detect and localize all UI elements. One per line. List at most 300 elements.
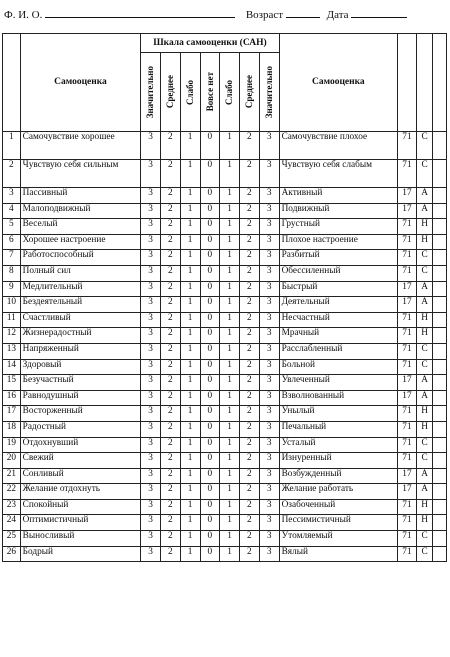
scale-score-cell[interactable]: 2: [240, 160, 260, 188]
scale-score-cell[interactable]: 3: [259, 468, 279, 484]
category-letter: А: [416, 375, 433, 391]
row-number: 7: [3, 250, 21, 266]
scale-score-cell[interactable]: 1: [220, 312, 240, 328]
scale-score-cell[interactable]: 3: [141, 234, 161, 250]
table-row: [3, 453, 447, 469]
scale-score-cell[interactable]: 2: [240, 421, 260, 437]
scale-score-cell[interactable]: 2: [161, 328, 181, 344]
name-field[interactable]: [45, 7, 235, 18]
scale-score-cell[interactable]: 3: [259, 421, 279, 437]
row-number: 22: [3, 484, 21, 500]
scale-score-cell[interactable]: 1: [180, 160, 200, 188]
scale-score-cell[interactable]: 3: [259, 390, 279, 406]
scale-score-cell[interactable]: 2: [240, 453, 260, 469]
right-trait: Печальный: [279, 421, 398, 437]
scale-score-cell[interactable]: 1: [180, 484, 200, 500]
scoring-code: 71: [398, 265, 417, 281]
scale-score-cell[interactable]: 3: [259, 281, 279, 297]
scale-score-cell[interactable]: 2: [240, 531, 260, 547]
right-trait: Разбитый: [279, 250, 398, 266]
scale-score-cell[interactable]: 3: [259, 406, 279, 422]
scale-score-cell[interactable]: 2: [161, 359, 181, 375]
scale-score-cell[interactable]: 0: [200, 546, 220, 562]
scale-score-cell[interactable]: 1: [220, 160, 240, 188]
scale-score-cell[interactable]: 1: [180, 499, 200, 515]
scoring-code: 71: [398, 406, 417, 422]
blank-cell: [433, 546, 447, 562]
blank-header-cell: [433, 34, 447, 132]
scale-score-cell[interactable]: 1: [180, 265, 200, 281]
scale-score-cell[interactable]: 2: [161, 499, 181, 515]
table-row: [3, 160, 447, 188]
table-row: [3, 203, 447, 219]
scale-score-cell[interactable]: 1: [180, 546, 200, 562]
scale-score-cell[interactable]: 2: [161, 390, 181, 406]
scale-score-cell[interactable]: 1: [220, 359, 240, 375]
left-trait: Полный сил: [20, 265, 141, 281]
scale-score-cell[interactable]: 3: [259, 328, 279, 344]
scale-score-cell[interactable]: 2: [240, 328, 260, 344]
row-number: 24: [3, 515, 21, 531]
right-trait: Больной: [279, 359, 398, 375]
scale-score-cell[interactable]: 3: [259, 219, 279, 235]
row-number: 25: [3, 531, 21, 547]
scale-score-cell[interactable]: 3: [259, 437, 279, 453]
scale-score-cell[interactable]: 3: [259, 234, 279, 250]
row-number: 18: [3, 421, 21, 437]
blank-cell: [433, 250, 447, 266]
scale-score-cell[interactable]: 2: [161, 515, 181, 531]
scale-score-cell[interactable]: 2: [161, 265, 181, 281]
scale-score-cell[interactable]: 3: [141, 297, 161, 313]
left-trait: Чувствую себя сильным: [20, 160, 141, 188]
scale-score-cell[interactable]: 1: [220, 515, 240, 531]
scale-score-cell[interactable]: 0: [200, 234, 220, 250]
scale-score-cell[interactable]: 2: [240, 297, 260, 313]
scale-score-cell[interactable]: 3: [141, 515, 161, 531]
scale-score-cell[interactable]: 2: [161, 234, 181, 250]
category-letter: С: [416, 160, 433, 188]
scale-score-cell[interactable]: 0: [200, 265, 220, 281]
scale-score-cell[interactable]: 2: [240, 546, 260, 562]
scale-score-cell[interactable]: 1: [180, 359, 200, 375]
scale-score-cell[interactable]: 1: [180, 188, 200, 204]
scale-score-cell[interactable]: 2: [240, 188, 260, 204]
scoring-code: 71: [398, 343, 417, 359]
scoring-code: 71: [398, 453, 417, 469]
scale-score-cell[interactable]: 1: [220, 406, 240, 422]
row-number: 11: [3, 312, 21, 328]
right-trait: Чувствую себя слабым: [279, 160, 398, 188]
scale-score-cell[interactable]: 1: [180, 531, 200, 547]
scale-score-cell[interactable]: 3: [141, 312, 161, 328]
scale-score-cell[interactable]: 0: [200, 359, 220, 375]
scale-score-cell[interactable]: 2: [161, 132, 181, 160]
table-row: [3, 312, 447, 328]
scale-score-cell[interactable]: 3: [259, 265, 279, 281]
scale-column-header: [161, 53, 181, 132]
scale-score-cell[interactable]: 2: [161, 281, 181, 297]
scale-score-cell[interactable]: 0: [200, 343, 220, 359]
category-letter: С: [416, 343, 433, 359]
scale-score-cell[interactable]: 0: [200, 406, 220, 422]
row-number: 19: [3, 437, 21, 453]
row-number: 6: [3, 234, 21, 250]
table-row: [3, 390, 447, 406]
scale-score-cell[interactable]: 2: [240, 515, 260, 531]
scale-score-cell[interactable]: 1: [220, 297, 240, 313]
scale-score-cell[interactable]: 3: [141, 188, 161, 204]
scoring-code: 17: [398, 203, 417, 219]
scale-score-cell[interactable]: 1: [220, 188, 240, 204]
scoring-code: 71: [398, 234, 417, 250]
scale-score-cell[interactable]: 1: [220, 531, 240, 547]
scale-score-cell[interactable]: 2: [161, 546, 181, 562]
table-row: [3, 421, 447, 437]
right-trait: Активный: [279, 188, 398, 204]
scale-score-cell[interactable]: 0: [200, 484, 220, 500]
scale-score-cell[interactable]: 0: [200, 453, 220, 469]
scale-score-cell[interactable]: 1: [220, 484, 240, 500]
scale-score-cell[interactable]: 1: [180, 132, 200, 160]
scale-score-cell[interactable]: 3: [141, 453, 161, 469]
scale-score-cell[interactable]: 3: [259, 359, 279, 375]
name-label: Ф. И. О.: [4, 9, 43, 21]
age-label: Возраст: [245, 9, 284, 21]
scale-score-cell[interactable]: 3: [141, 219, 161, 235]
scale-score-cell[interactable]: 3: [259, 515, 279, 531]
scale-score-cell[interactable]: 3: [141, 406, 161, 422]
scoring-code: 71: [398, 531, 417, 547]
scale-score-cell[interactable]: 2: [161, 375, 181, 391]
left-trait: Малоподвижный: [20, 203, 141, 219]
right-trait: Подвижный: [279, 203, 398, 219]
scale-score-cell[interactable]: 2: [161, 188, 181, 204]
scale-score-cell[interactable]: 0: [200, 375, 220, 391]
scale-score-cell[interactable]: 3: [141, 132, 161, 160]
scale-score-cell[interactable]: 1: [220, 265, 240, 281]
left-trait: Здоровый: [20, 359, 141, 375]
scale-score-cell[interactable]: 0: [200, 132, 220, 160]
scale-score-cell[interactable]: 3: [141, 359, 161, 375]
scoring-code: 71: [398, 250, 417, 266]
table-row: [3, 328, 447, 344]
scale-score-cell[interactable]: 3: [259, 250, 279, 266]
scale-score-cell[interactable]: 2: [161, 219, 181, 235]
scale-score-cell[interactable]: 3: [141, 499, 161, 515]
scale-score-cell[interactable]: 3: [141, 531, 161, 547]
scale-score-cell[interactable]: 2: [240, 312, 260, 328]
scale-score-cell[interactable]: 1: [180, 203, 200, 219]
category-letter: С: [416, 437, 433, 453]
category-letter: С: [416, 531, 433, 547]
category-letter: А: [416, 281, 433, 297]
scale-score-cell[interactable]: 3: [259, 312, 279, 328]
scale-score-cell[interactable]: 1: [220, 234, 240, 250]
scale-score-cell[interactable]: 1: [180, 515, 200, 531]
table-row: [3, 359, 447, 375]
scale-score-cell[interactable]: 2: [161, 203, 181, 219]
scale-score-cell[interactable]: 3: [141, 328, 161, 344]
right-trait: Мрачный: [279, 328, 398, 344]
scoring-code: 71: [398, 312, 417, 328]
category-letter: Н: [416, 312, 433, 328]
scale-score-cell[interactable]: 0: [200, 499, 220, 515]
scale-score-cell[interactable]: 2: [240, 468, 260, 484]
row-number: 16: [3, 390, 21, 406]
scale-score-cell[interactable]: 1: [220, 343, 240, 359]
left-trait: Свежий: [20, 453, 141, 469]
scale-score-cell[interactable]: 3: [141, 343, 161, 359]
scale-score-cell[interactable]: 3: [259, 297, 279, 313]
scale-score-cell[interactable]: 0: [200, 297, 220, 313]
scale-score-cell[interactable]: 0: [200, 468, 220, 484]
scale-score-cell[interactable]: 1: [180, 437, 200, 453]
blank-header-cell: [416, 34, 433, 132]
scale-score-cell[interactable]: 0: [200, 312, 220, 328]
blank-cell: [433, 188, 447, 204]
left-trait: Работоспособный: [20, 250, 141, 266]
blank-cell: [433, 484, 447, 500]
scale-score-cell[interactable]: 0: [200, 160, 220, 188]
left-trait: Бодрый: [20, 546, 141, 562]
blank-cell: [433, 281, 447, 297]
scale-score-cell[interactable]: 2: [161, 297, 181, 313]
scale-column-label: Среднее: [244, 75, 255, 109]
left-trait: Хорошее настроение: [20, 234, 141, 250]
scale-score-cell[interactable]: 1: [220, 219, 240, 235]
scale-score-cell[interactable]: 1: [220, 546, 240, 562]
scale-score-cell[interactable]: 3: [259, 343, 279, 359]
scale-score-cell[interactable]: 2: [240, 132, 260, 160]
scale-score-cell[interactable]: 0: [200, 188, 220, 204]
scale-score-cell[interactable]: 2: [161, 406, 181, 422]
scale-score-cell[interactable]: 2: [161, 453, 181, 469]
category-letter: С: [416, 250, 433, 266]
scale-score-cell[interactable]: 2: [240, 499, 260, 515]
date-field[interactable]: [351, 7, 407, 18]
scale-score-cell[interactable]: 2: [240, 203, 260, 219]
scale-score-cell[interactable]: 1: [220, 132, 240, 160]
scale-score-cell[interactable]: 3: [141, 484, 161, 500]
scale-score-cell[interactable]: 3: [141, 468, 161, 484]
blank-cell: [433, 265, 447, 281]
scale-score-cell[interactable]: 3: [259, 188, 279, 204]
scale-score-cell[interactable]: 0: [200, 437, 220, 453]
category-letter: Н: [416, 234, 433, 250]
scale-score-cell[interactable]: 1: [180, 343, 200, 359]
right-self-assessment-header: Самооценка: [279, 34, 398, 132]
left-trait: Пассивный: [20, 188, 141, 204]
scale-score-cell[interactable]: 1: [180, 297, 200, 313]
row-number: 4: [3, 203, 21, 219]
scale-score-cell[interactable]: 1: [180, 281, 200, 297]
scale-score-cell[interactable]: 3: [259, 132, 279, 160]
scale-score-cell[interactable]: 0: [200, 421, 220, 437]
scale-score-cell[interactable]: 1: [180, 219, 200, 235]
scale-score-cell[interactable]: 3: [259, 484, 279, 500]
scale-column-label: Значительно: [145, 65, 156, 119]
scale-score-cell[interactable]: 2: [161, 421, 181, 437]
scale-column-header: [259, 53, 279, 132]
left-trait: Сонливый: [20, 468, 141, 484]
scale-score-cell[interactable]: 3: [141, 265, 161, 281]
scale-score-cell[interactable]: 1: [220, 281, 240, 297]
scale-score-cell[interactable]: 3: [141, 160, 161, 188]
scale-score-cell[interactable]: 1: [220, 437, 240, 453]
scale-score-cell[interactable]: 3: [141, 390, 161, 406]
scale-score-cell[interactable]: 1: [180, 406, 200, 422]
scale-column-label: Слабо: [184, 79, 195, 105]
category-letter: Н: [416, 499, 433, 515]
table-row: [3, 343, 447, 359]
scale-score-cell[interactable]: 3: [141, 203, 161, 219]
blank-cell: [433, 437, 447, 453]
scoring-code: 17: [398, 484, 417, 500]
table-row: [3, 297, 447, 313]
scale-score-cell[interactable]: 2: [161, 160, 181, 188]
scale-score-cell[interactable]: 1: [180, 390, 200, 406]
right-trait: Самочувствие плохое: [279, 132, 398, 160]
scale-score-cell[interactable]: 1: [220, 250, 240, 266]
scale-score-cell[interactable]: 2: [161, 312, 181, 328]
scale-score-cell[interactable]: 3: [141, 250, 161, 266]
scale-score-cell[interactable]: 2: [161, 531, 181, 547]
scale-score-cell[interactable]: 1: [180, 421, 200, 437]
scoring-code: 17: [398, 468, 417, 484]
scale-score-cell[interactable]: 2: [240, 359, 260, 375]
scale-score-cell[interactable]: 0: [200, 515, 220, 531]
right-trait: Деятельный: [279, 297, 398, 313]
right-trait: Обессиленный: [279, 265, 398, 281]
scale-column-header: [200, 53, 220, 132]
scale-score-cell[interactable]: 1: [180, 234, 200, 250]
scale-score-cell[interactable]: 2: [161, 484, 181, 500]
row-number: 1: [3, 132, 21, 160]
row-number: 3: [3, 188, 21, 204]
scale-score-cell[interactable]: 2: [161, 468, 181, 484]
scale-score-cell[interactable]: 2: [240, 281, 260, 297]
table-row: [3, 219, 447, 235]
date-label: Дата: [326, 9, 349, 21]
right-trait: Озабоченный: [279, 499, 398, 515]
category-letter: С: [416, 453, 433, 469]
scale-score-cell[interactable]: 1: [180, 375, 200, 391]
scale-score-cell[interactable]: 3: [141, 546, 161, 562]
left-trait: Бездеятельный: [20, 297, 141, 313]
scale-score-cell[interactable]: 1: [220, 375, 240, 391]
scale-score-cell[interactable]: 1: [220, 453, 240, 469]
category-letter: С: [416, 359, 433, 375]
table-row: [3, 188, 447, 204]
scale-score-cell[interactable]: 1: [220, 203, 240, 219]
scale-score-cell[interactable]: 2: [161, 343, 181, 359]
scale-column-header: [180, 53, 200, 132]
scale-score-cell[interactable]: 2: [161, 250, 181, 266]
scale-score-cell[interactable]: 1: [220, 499, 240, 515]
table-row: [3, 281, 447, 297]
scale-score-cell[interactable]: 1: [180, 453, 200, 469]
left-trait: Веселый: [20, 219, 141, 235]
blank-cell: [433, 375, 447, 391]
category-letter: Н: [416, 219, 433, 235]
scale-score-cell[interactable]: 3: [141, 375, 161, 391]
scale-score-cell[interactable]: 3: [141, 421, 161, 437]
scale-score-cell[interactable]: 2: [240, 484, 260, 500]
scale-score-cell[interactable]: 0: [200, 531, 220, 547]
right-trait: Грустный: [279, 219, 398, 235]
scale-score-cell[interactable]: 2: [240, 265, 260, 281]
left-trait: Безучастный: [20, 375, 141, 391]
scale-score-cell[interactable]: 2: [240, 437, 260, 453]
right-trait: Утомляемый: [279, 531, 398, 547]
scale-score-cell[interactable]: 1: [180, 328, 200, 344]
scale-score-cell[interactable]: 0: [200, 250, 220, 266]
scale-score-cell[interactable]: 3: [259, 375, 279, 391]
scale-score-cell[interactable]: 1: [220, 421, 240, 437]
scale-score-cell[interactable]: 3: [259, 453, 279, 469]
scale-score-cell[interactable]: 0: [200, 281, 220, 297]
category-letter: А: [416, 188, 433, 204]
scale-column-header: [220, 53, 240, 132]
scale-score-cell[interactable]: 1: [180, 250, 200, 266]
scale-score-cell[interactable]: 3: [259, 499, 279, 515]
row-number: 9: [3, 281, 21, 297]
blank-cell: [433, 499, 447, 515]
scale-score-cell[interactable]: 0: [200, 328, 220, 344]
blank-cell: [433, 297, 447, 313]
scale-score-cell[interactable]: 3: [259, 203, 279, 219]
scoring-code: 71: [398, 160, 417, 188]
blank-cell: [433, 132, 447, 160]
age-field[interactable]: [286, 7, 320, 18]
scale-score-cell[interactable]: 0: [200, 219, 220, 235]
scale-score-cell[interactable]: 3: [259, 531, 279, 547]
scale-score-cell[interactable]: 3: [259, 546, 279, 562]
scale-score-cell[interactable]: 1: [180, 312, 200, 328]
row-number: 13: [3, 343, 21, 359]
scale-score-cell[interactable]: 0: [200, 203, 220, 219]
scale-score-cell[interactable]: 2: [240, 375, 260, 391]
scale-score-cell[interactable]: 2: [240, 406, 260, 422]
blank-cell: [433, 234, 447, 250]
table-row: [3, 515, 447, 531]
scale-column-label: Слабо: [224, 79, 235, 105]
scale-score-cell[interactable]: 2: [240, 343, 260, 359]
scoring-code: 71: [398, 421, 417, 437]
scale-score-cell[interactable]: 2: [240, 250, 260, 266]
scale-score-cell[interactable]: 3: [141, 281, 161, 297]
scoring-code: 71: [398, 219, 417, 235]
scoring-code: 17: [398, 281, 417, 297]
scale-score-cell[interactable]: 3: [141, 437, 161, 453]
left-trait: Отдохнувший: [20, 437, 141, 453]
scoring-code: 71: [398, 546, 417, 562]
scale-score-cell[interactable]: 1: [220, 468, 240, 484]
scale-score-cell[interactable]: 3: [259, 160, 279, 188]
scale-column-label: Значительно: [263, 65, 274, 119]
scale-score-cell[interactable]: 0: [200, 390, 220, 406]
scale-score-cell[interactable]: 1: [220, 328, 240, 344]
scale-score-cell[interactable]: 2: [240, 234, 260, 250]
scale-score-cell[interactable]: 2: [240, 219, 260, 235]
scale-score-cell[interactable]: 1: [220, 390, 240, 406]
scale-score-cell[interactable]: 2: [240, 390, 260, 406]
scale-score-cell[interactable]: 1: [180, 468, 200, 484]
category-letter: С: [416, 132, 433, 160]
scoring-code: 71: [398, 499, 417, 515]
scale-score-cell[interactable]: 2: [161, 437, 181, 453]
